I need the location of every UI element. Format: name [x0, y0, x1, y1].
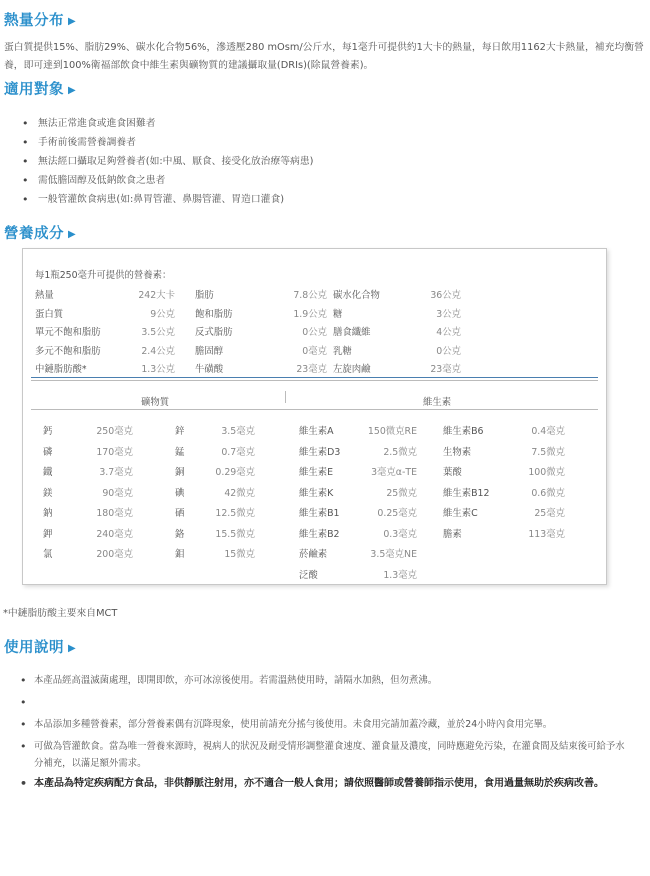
nutrient-label: 牛磺酸 — [195, 364, 224, 375]
calorie-distribution-text: 蛋白質提供15%、脂肪29%、碳水化合物56%，滲透壓280 mOsm/公斤水，每1毫升可提供約1大卡的熱量，每日飲用1162大卡熱量，補充均衡營養，即可達到100%衛福部飲食中維生素與礦物質的建議攝取量(DRIs)(除鼠營養素)。 — [4, 42, 644, 71]
nutrient-label: 鉬 — [175, 549, 185, 560]
nutrient-value: 113毫克 — [528, 528, 565, 540]
nutrient-value: 7.5微克 — [531, 446, 565, 458]
nutrient-value: 42微克 — [224, 487, 255, 499]
nutrient-value: 3.5毫克NE — [370, 549, 417, 560]
nutrient-label: 維生素D3 — [299, 446, 341, 458]
arrow-right-icon: ▶ — [68, 85, 77, 96]
arrow-right-icon: ▶ — [68, 643, 77, 654]
footnote: *中鏈脂肪酸主要來自MCT — [3, 608, 118, 619]
nutrient-label: 鐵 — [43, 467, 53, 478]
nutrient-label: 菸鹼素 — [299, 549, 328, 560]
nutrient-label: 維生素B2 — [299, 528, 340, 540]
nutrient-label: 鉻 — [175, 528, 185, 540]
list-item: • 需低膽固醇及低鈉飲食之患者 — [22, 171, 313, 190]
nutrient-label: 硒 — [175, 508, 185, 519]
nutrient-value: 25毫克 — [534, 508, 565, 519]
nutrient-value: 0.6微克 — [531, 487, 565, 499]
nutrient-label: 脂肪 — [195, 290, 214, 301]
nutrient-value: 4公克 — [436, 327, 461, 338]
nutrient-value: 23毫克 — [430, 364, 461, 375]
nutrient-value: 15微克 — [224, 549, 255, 560]
nutrient-value: 1.3公克 — [141, 364, 175, 375]
nutrient-value: 0.4毫克 — [531, 426, 565, 437]
nutrient-label: 飽和脂肪 — [195, 308, 233, 320]
nutrient-label: 維生素B1 — [299, 508, 340, 519]
nutrient-label: 乳糖 — [333, 345, 352, 357]
table-caption: 每1瓶250毫升可提供的營養素： — [35, 270, 172, 281]
nutrient-label: 維生素C — [443, 508, 478, 519]
nutrient-label: 碘 — [175, 487, 185, 499]
nutrient-value: 3.7毫克 — [99, 467, 133, 478]
nutrient-value: 200毫克 — [96, 549, 133, 560]
section-title-nutrition: 營養成分 ▶ — [4, 226, 77, 242]
nutrient-value: 150微克RE — [367, 426, 417, 437]
nutrient-value: 3毫克α-TE — [371, 467, 417, 478]
arrow-right-icon: ▶ — [68, 16, 77, 27]
nutrient-value: 180毫克 — [96, 508, 133, 519]
list-item: • 本產品為特定疾病配方食品，非供靜脈注射用，亦不適合一般人食用；請依照醫師或營養師指示使用，食用過量無助於疾病改善。 — [20, 775, 630, 792]
nutrient-value: 100微克 — [528, 467, 565, 478]
nutrient-value: 0.29毫克 — [215, 467, 255, 478]
nutrient-value: 1.9公克 — [293, 308, 327, 320]
nutrient-value: 3公克 — [436, 308, 461, 320]
vitamins-header: 維生素 — [423, 397, 452, 408]
nutrient-label: 維生素K — [299, 487, 334, 499]
nutrient-label: 鋅 — [175, 426, 185, 437]
nutrient-label: 鈣 — [43, 426, 53, 437]
nutrient-value: 0.25毫克 — [377, 508, 417, 519]
nutrient-value: 3.5毫克 — [221, 426, 255, 437]
nutrient-value: 0毫克 — [302, 345, 327, 357]
nutrient-label: 維生素B12 — [443, 487, 490, 499]
nutrient-label: 維生素E — [299, 467, 334, 478]
arrow-right-icon: ▶ — [68, 229, 77, 240]
nutrient-value: 250毫克 — [96, 426, 133, 437]
nutrient-value: 2.5微克 — [383, 446, 417, 458]
nutrient-label: 熱量 — [35, 290, 54, 301]
nutrient-label: 膽素 — [443, 528, 462, 540]
divider — [31, 380, 598, 381]
list-item — [20, 694, 630, 711]
nutrient-label: 中鏈脂肪酸* — [35, 364, 87, 375]
section-title-calorie-distribution: 熱量分布 ▶ — [4, 13, 77, 29]
nutrient-value: 0.3毫克 — [383, 528, 417, 540]
nutrient-value: 242大卡 — [138, 290, 175, 301]
nutrient-value: 15.5微克 — [215, 528, 255, 540]
nutrient-value: 0.7毫克 — [221, 446, 255, 458]
list-item: • 無法經口攝取足夠營養者(如:中風、厭食、接受化放治療等病患) — [22, 152, 313, 171]
nutrient-value: 170毫克 — [96, 446, 133, 458]
divider — [285, 391, 286, 403]
nutrient-label: 維生素A — [299, 426, 334, 437]
nutrient-label: 膳食纖維 — [333, 327, 371, 338]
nutrient-label: 鈉 — [43, 508, 53, 519]
nutrient-label: 反式脂肪 — [195, 327, 233, 338]
nutrient-value: 3.5公克 — [141, 327, 175, 338]
nutrient-value: 240毫克 — [96, 528, 133, 540]
divider — [31, 377, 598, 378]
nutrient-label: 維生素B6 — [443, 426, 484, 437]
nutrient-value: 0公克 — [436, 345, 461, 357]
nutrient-label: 磷 — [43, 446, 53, 458]
nutrient-label: 糖 — [333, 308, 343, 320]
list-item: • 本品添加多種營養素，部分營養素偶有沉降現象，使用前請充分搖勻後使用。未食用完請加蓋冷藏，並於24小時內食用完畢。 — [20, 716, 630, 733]
nutrient-value: 23毫克 — [296, 364, 327, 375]
list-item: • 一般管灌飲食病患(如:鼻胃管灌、鼻腸管灌、胃造口灌食) — [22, 190, 313, 209]
nutrient-label: 蛋白質 — [35, 308, 64, 320]
nutrient-label: 多元不飽和脂肪 — [35, 345, 101, 357]
nutrient-label: 錳 — [175, 446, 185, 458]
section-title-target-users: 適用對象 ▶ — [4, 82, 77, 98]
minerals-header: 礦物質 — [141, 397, 170, 408]
nutrient-label: 泛酸 — [299, 569, 318, 581]
list-item: • 無法正常進食或進食困難者 — [22, 114, 313, 133]
nutrient-label: 銅 — [175, 467, 185, 478]
target-users-list — [22, 114, 313, 209]
nutrient-label: 鎂 — [43, 487, 53, 499]
nutrient-value: 7.8公克 — [293, 290, 327, 301]
nutrient-value: 36公克 — [430, 290, 461, 301]
nutrient-value: 9公克 — [150, 308, 175, 320]
nutrient-label: 氯 — [43, 549, 53, 560]
nutrient-value: 1.3毫克 — [383, 569, 417, 581]
nutrition-table — [22, 248, 607, 585]
nutrient-value: 90毫克 — [102, 487, 133, 499]
nutrient-value: 2.4公克 — [141, 345, 175, 357]
nutrient-value: 25微克 — [386, 487, 417, 499]
nutrient-label: 碳水化合物 — [333, 290, 380, 301]
nutrient-value: 12.5微克 — [215, 508, 255, 519]
nutrient-label: 生物素 — [443, 446, 472, 458]
nutrient-value: 0公克 — [302, 327, 327, 338]
list-item: • 手術前後需營養調養者 — [22, 133, 313, 152]
list-item: • 可做為管灌飲食。當為唯一營養來源時，視病人的狀況及耐受情形調整灌食速度、灌食量及濃度，同時應避免污染，在灌食間及結束後可給予水分補充，以滿足額外需求。 — [20, 738, 630, 772]
list-item: • 本產品經高溫滅菌處理，即開即飲，亦可冰涼後使用。若需溫熱使用時，請隔水加熱，但勿煮沸。 — [20, 672, 630, 689]
divider — [31, 409, 598, 410]
nutrient-label: 左旋肉鹼 — [333, 364, 371, 375]
nutrient-label: 膽固醇 — [195, 345, 224, 357]
usage-list — [20, 672, 630, 792]
section-title-usage: 使用說明 ▶ — [4, 640, 77, 656]
nutrient-label: 單元不飽和脂肪 — [35, 327, 101, 338]
nutrient-label: 葉酸 — [443, 467, 462, 478]
nutrient-label: 鉀 — [43, 528, 53, 540]
